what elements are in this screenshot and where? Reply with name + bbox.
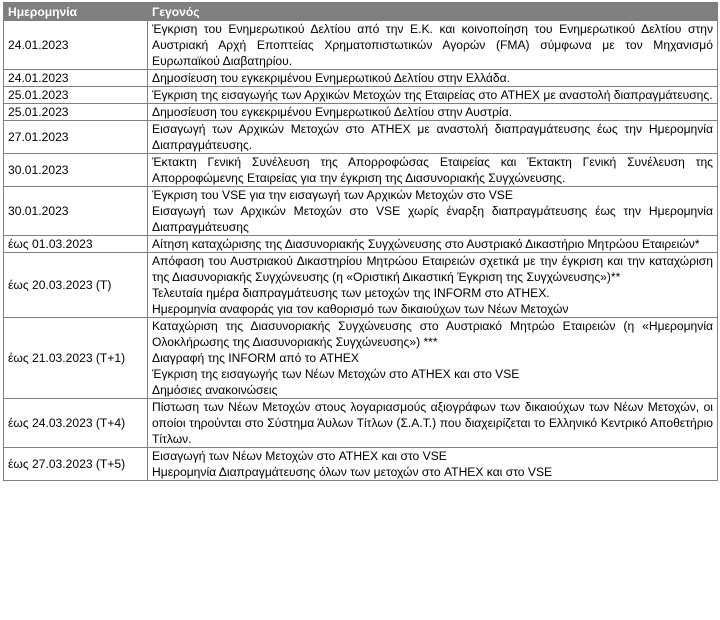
header-row — [4, 3, 718, 21]
event-cell — [148, 104, 718, 121]
date-cell: έως 01.03.2023 — [4, 236, 148, 253]
date-cell: 24.01.2023 — [4, 21, 148, 70]
table-row — [4, 253, 718, 318]
event-line: Δημοσίευση του εγκεκριμένου Ενημερωτικού Δελτίου στην Ελλάδα. — [152, 71, 510, 85]
table-row — [4, 318, 718, 399]
event-line: Εισαγωγή των Νέων Μετοχών στο ATHEX και στο VSE — [152, 449, 447, 463]
event-cell — [148, 253, 718, 318]
event-cell — [148, 87, 718, 104]
table-row — [4, 104, 718, 121]
event-line: Έγκριση της εισαγωγής των Αρχικών Μετοχών της Εταιρείας στο ATHEX με αναστολή διαπραγμάτευσης. — [152, 88, 713, 102]
event-line: Αίτηση καταχώρισης της Διασυνοριακής Συγχώνευσης στο Αυστριακό Δικαστήριο Μητρώου Εταιρειών* — [152, 237, 700, 251]
date-cell: 24.01.2023 — [4, 70, 148, 87]
date-cell: 30.01.2023 — [4, 187, 148, 236]
date-cell: 25.01.2023 — [4, 87, 148, 104]
event-line: Έγκριση του Ενημερωτικού Δελτίου από την Ε.Κ. και κοινοποίηση του Ενημερωτικού Δελτίου στην Αυστριακή Αρχή Εποπτείας Χρηματοπιστωτικών Αγορών (FMA) σύμφωνα με τον Μηχανισμό Ευρωπαϊκού Διαβατηρίου. — [152, 22, 713, 68]
table-row — [4, 187, 718, 236]
event-line: Ημερομηνία αναφοράς για τον καθορισμό των δικαιούχων των Νέων Μετοχών — [152, 302, 569, 316]
event-line: Απόφαση του Αυστριακού Δικαστηρίου Μητρώου Εταιρειών σχετικά με την έγκριση και την καταχώριση της Διασυνοριακής Συγχώνευσης (η «Οριστική Δικαστική Έγκριση της Συγχώνευσης»)** — [152, 254, 713, 284]
table-row — [4, 87, 718, 104]
date-cell: έως 24.03.2023 (T+4) — [4, 399, 148, 448]
event-line: Πίστωση των Νέων Μετοχών στους λογαριασμούς αξιογράφων των δικαιούχων των Νέων Μετοχών, οι οποίοι τηρούνται στο Σύστημα Άυλων Τίτλων (Σ.Α.Τ.) που διαχειρίζεται το Ελληνικό Κεντρικό Αποθετήριο Τίτλων. — [152, 400, 713, 446]
table-row — [4, 448, 718, 481]
date-cell: έως 20.03.2023 (T) — [4, 253, 148, 318]
date-cell: 30.01.2023 — [4, 154, 148, 187]
event-cell — [148, 187, 718, 236]
event-cell — [148, 318, 718, 399]
timeline-table — [3, 2, 718, 481]
date-cell: έως 27.03.2023 (T+5) — [4, 448, 148, 481]
event-line: Έκτακτη Γενική Συνέλευση της Απορροφώσας Εταιρείας και Έκτακτη Γενική Συνέλευση της Απορροφώμενης Εταιρείας για την έγκριση της Διασυνοριακής Συγχώνευσης. — [152, 155, 713, 185]
event-cell — [148, 70, 718, 87]
event-line: Δημόσιες ανακοινώσεις — [152, 383, 278, 397]
event-line: Έγκριση του VSE για την εισαγωγή των Αρχικών Μετοχών στο VSE — [152, 188, 513, 202]
event-cell — [148, 154, 718, 187]
event-line: Τελευταία ημέρα διαπραγμάτευσης των μετοχών της INFORM στο ATHEX. — [152, 286, 550, 300]
header-date: Ημερομηνία — [4, 3, 148, 21]
event-line: Εισαγωγή των Αρχικών Μετοχών στο VSE χωρίς έναρξη διαπραγμάτευσης έως την Ημερομηνία Διαπραγμάτευσης — [152, 204, 713, 234]
event-line: Διαγραφή της INFORM από το ATHEX — [152, 351, 359, 365]
table-row — [4, 21, 718, 70]
event-line: Εισαγωγή των Αρχικών Μετοχών στο ATHEX με αναστολή διαπραγμάτευσης έως την Ημερομηνία Διαπραγμάτευσης. — [152, 122, 713, 152]
event-line: Έγκριση της εισαγωγής των Νέων Μετοχών στο ATHEX και στο VSE — [152, 367, 520, 381]
event-cell — [148, 21, 718, 70]
table-row — [4, 154, 718, 187]
table-header — [4, 3, 718, 21]
event-line: Ημερομηνία Διαπραγμάτευσης όλων των μετοχών στο ATHEX και στο VSE — [152, 465, 553, 479]
date-cell: 25.01.2023 — [4, 104, 148, 121]
table-body — [4, 21, 718, 481]
table-row — [4, 236, 718, 253]
date-cell: έως 21.03.2023 (T+1) — [4, 318, 148, 399]
event-cell — [148, 236, 718, 253]
event-cell — [148, 448, 718, 481]
event-line: Καταχώριση της Διασυνοριακής Συγχώνευσης στο Αυστριακό Μητρώο Εταιρειών (η «Ημερομηνία Ολοκλήρωσης της Διασυνοριακής Συγχώνευσης») *** — [152, 319, 713, 349]
date-cell: 27.01.2023 — [4, 121, 148, 154]
event-cell — [148, 121, 718, 154]
table-row — [4, 399, 718, 448]
header-event: Γεγονός — [148, 3, 718, 21]
event-line: Δημοσίευση του εγκεκριμένου Ενημερωτικού Δελτίου στην Αυστρία. — [152, 105, 513, 119]
table-row — [4, 70, 718, 87]
event-cell — [148, 399, 718, 448]
table-row — [4, 121, 718, 154]
